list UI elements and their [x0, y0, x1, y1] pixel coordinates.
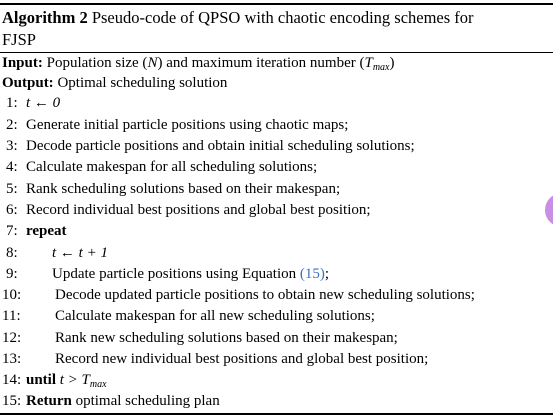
step-number: 5:	[6, 181, 18, 197]
equation-reference-link[interactable]: (15)	[299, 266, 325, 282]
input-var-n: N	[147, 55, 158, 71]
input-var-t: T	[364, 55, 373, 71]
step-line-9	[6, 264, 329, 284]
input-text-2: ) and maximum iteration number (	[157, 55, 365, 71]
step-line-11	[2, 306, 375, 326]
step-number: 12:	[2, 330, 22, 346]
step-text: Record individual best positions and global best position;	[26, 202, 371, 218]
caption-line-1	[2, 7, 551, 29]
step-number: 4:	[6, 159, 18, 175]
step-text: Generate initial particle positions using chaotic maps;	[26, 117, 349, 133]
step-text: optimal scheduling plan	[71, 393, 220, 409]
step-number: 15:	[2, 393, 22, 409]
step-keyword: repeat	[26, 223, 67, 239]
step-math: t ← t + 1	[52, 245, 108, 261]
step-line-4	[6, 157, 317, 177]
algorithm-caption	[2, 7, 551, 51]
input-text: Population size (	[42, 55, 148, 71]
step-math: t ← 0	[26, 95, 61, 111]
step-text: Rank new scheduling solutions based on their makespan;	[55, 330, 398, 346]
step-text: Rank scheduling solutions based on their makespan;	[26, 181, 341, 197]
step-line-1	[6, 93, 60, 113]
step-line-13	[2, 349, 428, 369]
step-math: t > T	[59, 372, 90, 388]
top-rule	[0, 3, 553, 5]
output-line	[2, 73, 227, 93]
step-text: Update particle positions using Equation	[52, 266, 300, 282]
input-label: Input:	[2, 55, 43, 71]
step-number: 10:	[2, 287, 22, 303]
step-text: Calculate makespan for all new scheduling solutions;	[55, 308, 375, 324]
step-line-2	[6, 115, 348, 135]
step-line-8	[6, 243, 108, 263]
step-number: 11:	[2, 308, 21, 324]
step-math-sub: max	[89, 379, 107, 390]
step-line-5	[6, 179, 340, 199]
step-number: 2:	[6, 117, 18, 133]
step-line-3	[6, 136, 415, 156]
step-keyword: Return	[26, 393, 72, 409]
caption-text: Pseudo-code of QPSO with chaotic encoding schemes for	[87, 8, 474, 27]
step-line-10	[2, 285, 475, 305]
step-line-15	[2, 391, 220, 411]
input-text-3: )	[389, 55, 395, 71]
caption-label: Algorithm 2	[2, 8, 88, 27]
step-text: Decode particle positions and obtain initial scheduling solutions;	[26, 138, 415, 154]
step-text: Record new individual best positions and global best position;	[55, 351, 429, 367]
step-line-6	[6, 200, 371, 220]
step-number: 8:	[6, 245, 18, 261]
step-line-7	[6, 221, 67, 241]
step-number: 14:	[2, 372, 22, 388]
step-keyword: until	[26, 372, 57, 388]
step-text-after: ;	[324, 266, 330, 282]
step-number: 13:	[2, 351, 22, 367]
step-line-12	[2, 328, 398, 348]
bottom-rule	[0, 413, 553, 415]
step-number: 9:	[6, 266, 18, 282]
output-text: Optimal scheduling solution	[53, 75, 228, 91]
caption-line-2: FJSP	[2, 30, 36, 49]
step-number: 6:	[6, 202, 18, 218]
step-number: 3:	[6, 138, 18, 154]
step-number: 7:	[6, 223, 18, 239]
output-label: Output:	[2, 75, 54, 91]
step-text: Calculate makespan for all scheduling solutions;	[26, 159, 318, 175]
step-text: Decode updated particle positions to obtain new scheduling solutions;	[55, 287, 475, 303]
step-number: 1:	[6, 95, 18, 111]
input-var-t-sub: max	[372, 62, 390, 73]
